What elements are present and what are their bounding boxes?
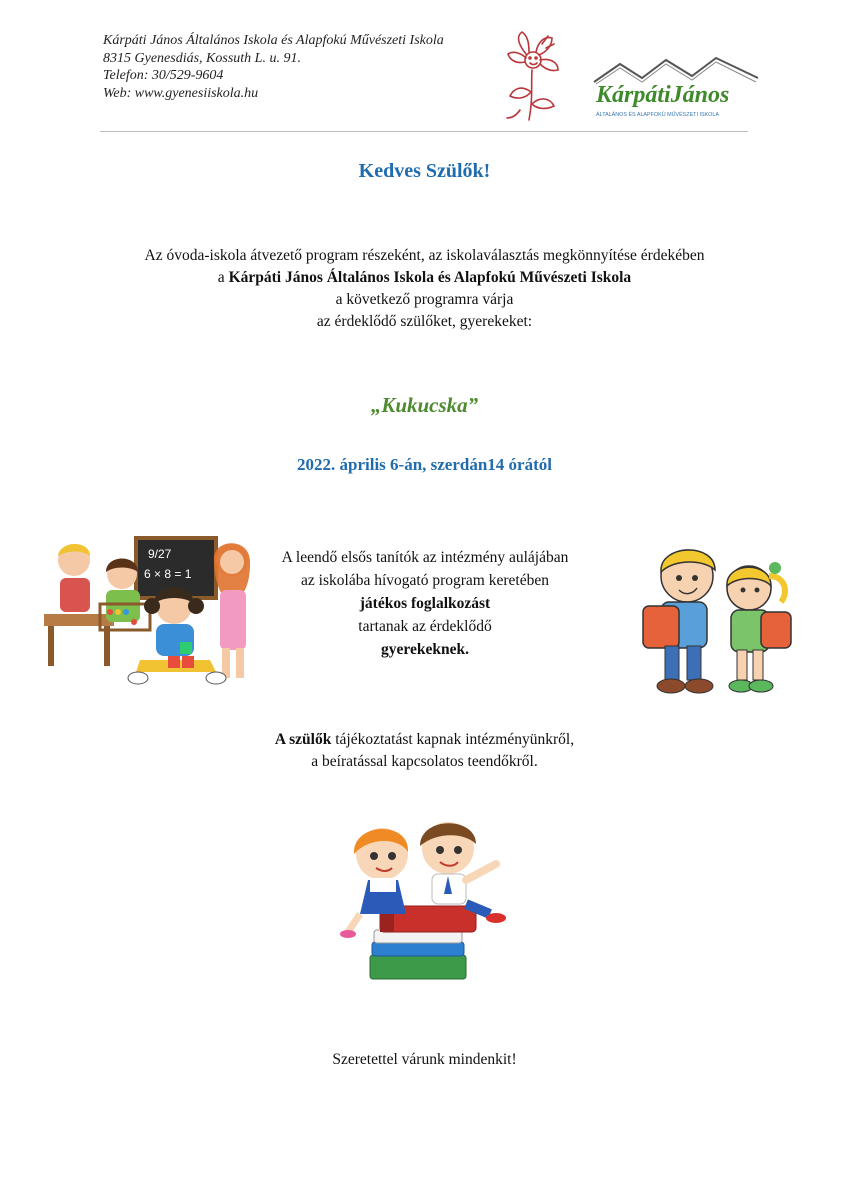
intro-line-2 xyxy=(0,267,849,289)
program-line-5 xyxy=(270,638,580,661)
flower-icon xyxy=(502,30,562,122)
program-line-2: az iskolába hívogató program keretében xyxy=(301,572,549,589)
logo-subtitle: ÁLTALÁNOS ÉS ALAPFOKÚ MŰVÉSZETI ISKOLA xyxy=(596,112,719,118)
school-contact-block xyxy=(103,32,444,102)
intro-line-3: a következő programra várja xyxy=(335,291,514,308)
school-name: Kárpáti János Általános Iskola és Alapfokú Művészeti Iskola xyxy=(103,33,444,48)
school-name-bold: Kárpáti János Általános Iskola és Alapfokú Művészeti Iskola xyxy=(228,269,632,286)
event-name: „Kukucska” xyxy=(370,393,479,417)
blackboard-line-2: 6 × 8 = 1 xyxy=(144,567,192,581)
closing-line: Szeretettel várunk mindenkit! xyxy=(332,1051,517,1068)
logo-name: KárpátiJános xyxy=(596,82,730,108)
parents-bold: A szülők xyxy=(274,731,332,748)
program-paragraph xyxy=(270,546,580,661)
program-line-4: tartanak az érdeklődő xyxy=(358,618,492,635)
page-title: Kedves Szülők! xyxy=(358,160,491,182)
program-bold-activity: játékos foglalkozást xyxy=(359,595,491,612)
intro-line-4: az érdeklődő szülőket, gyerekeket: xyxy=(316,313,533,330)
parents-line-2: a beíratással kapcsolatos teendőkről. xyxy=(311,753,538,770)
children-on-books-illustration xyxy=(340,810,510,985)
program-line-3 xyxy=(270,592,580,615)
school-logo xyxy=(590,52,762,122)
intro-line-2-prefix: a xyxy=(217,269,229,286)
program-bold-children: gyerekeknek. xyxy=(381,641,469,658)
header-divider xyxy=(100,131,748,132)
children-with-backpacks-illustration xyxy=(625,536,800,701)
intro-paragraph xyxy=(0,245,849,333)
school-web: Web: www.gyenesiiskola.hu xyxy=(103,85,259,101)
school-phone: Telefon: 30/529-9604 xyxy=(103,68,224,83)
parents-line-1 xyxy=(0,729,849,751)
school-address: 8315 Gyenesdiás, Kossuth L. u. 91. xyxy=(103,50,301,66)
parents-paragraph xyxy=(0,729,849,773)
blackboard-line-1: 9/27 xyxy=(148,547,172,561)
children-at-blackboard-illustration xyxy=(40,530,260,690)
intro-line-1: Az óvoda-iskola átvezető program részeként, az iskolaválasztás megkönnyítése érdekében xyxy=(144,247,705,264)
program-line-1: A leendő elsős tanítók az intézmény aulájában xyxy=(281,549,569,566)
event-date: 2022. április 6-án, szerdán14 órától xyxy=(297,455,552,474)
parents-line-1-rest: tájékoztatást kapnak intézményünkről, xyxy=(331,731,575,748)
